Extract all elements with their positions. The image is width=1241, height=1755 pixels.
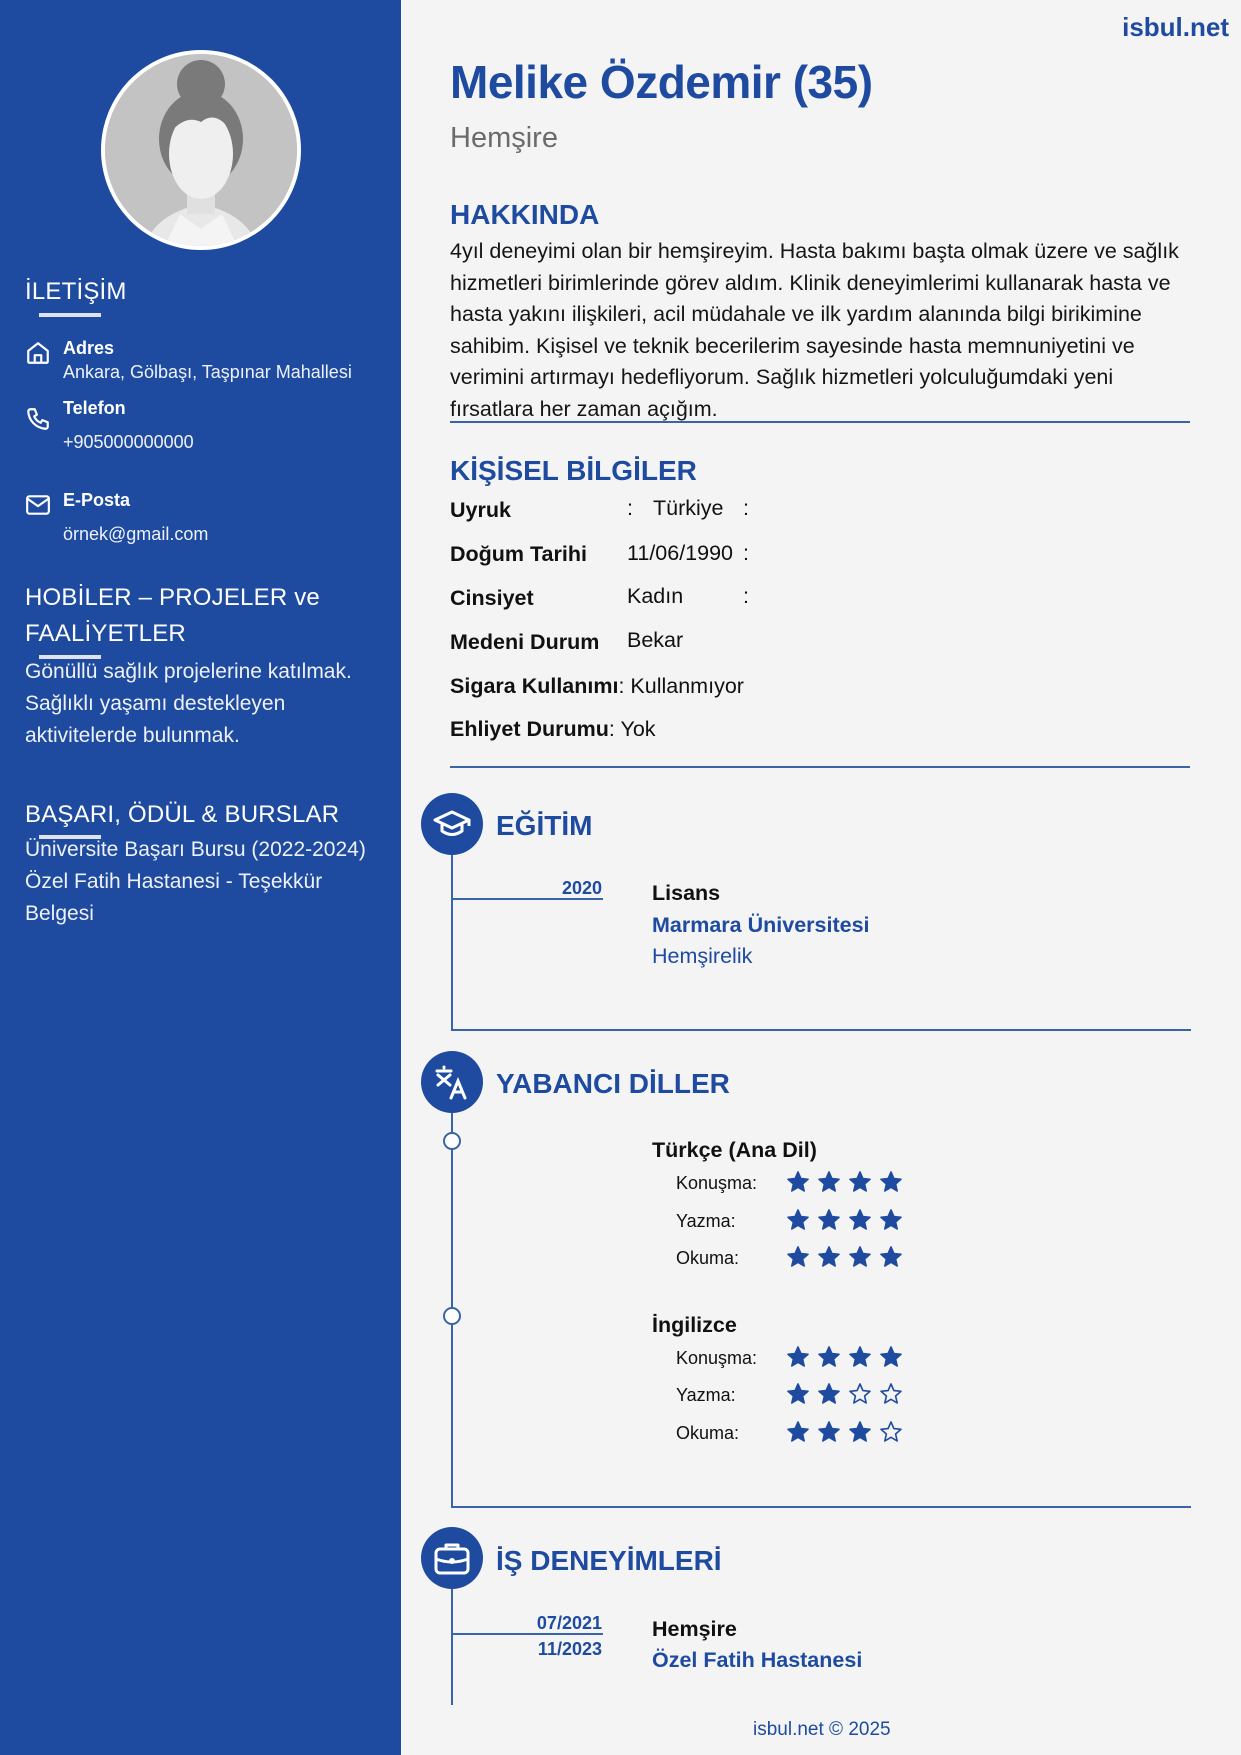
star-filled-icon: [848, 1245, 872, 1269]
star-filled-icon: [848, 1420, 872, 1444]
rating-stars: [786, 1420, 903, 1444]
education-degree: Lisans: [652, 881, 721, 905]
timeline-node: [443, 1132, 461, 1150]
skill-label: Konuşma:: [676, 1348, 758, 1368]
personal-row: Ehliyet Durumu: Yok: [450, 717, 656, 741]
footer: isbul.net © 2025: [753, 1719, 891, 1740]
mail-icon: [25, 492, 51, 518]
graduation-cap-icon: [421, 793, 483, 855]
timeline-node: [443, 1307, 461, 1325]
star-filled-icon: [879, 1245, 903, 1269]
candidate-title: Hemşire: [450, 122, 558, 154]
divider: [451, 1029, 1191, 1031]
personal-row: Cinsiyet: [450, 586, 534, 610]
hobbies-text: Gönüllü sağlık projelerine katılmak. Sağlıklı yaşamı destekleyen aktivitelerde bulunmak.: [25, 660, 352, 747]
rating-stars: [786, 1345, 903, 1369]
contact-value: örnek@gmail.com: [63, 524, 209, 544]
language-name: Türkçe (Ana Dil): [652, 1138, 817, 1162]
experience-badge: [421, 1527, 483, 1589]
home-icon: [25, 340, 51, 366]
personal-row: Doğum Tarihi: [450, 542, 587, 566]
skill-label: Okuma:: [676, 1423, 740, 1443]
timeline-line: [451, 1589, 453, 1705]
personal-value: Türkiye: [653, 496, 724, 520]
education-school: Marmara Üniversitesi: [652, 913, 870, 937]
personal-row: Uyruk: [450, 498, 511, 522]
hobbies-heading: HOBİLER – PROJELER ve FAALİYETLER: [25, 584, 320, 647]
star-empty-icon: [848, 1382, 872, 1406]
star-filled-icon: [879, 1208, 903, 1232]
star-filled-icon: [817, 1345, 841, 1369]
education-badge: [421, 793, 483, 855]
translate-icon: [421, 1051, 483, 1113]
contact-label: Telefon: [63, 398, 126, 418]
rating-stars: [786, 1208, 903, 1232]
divider: [450, 421, 1190, 423]
awards-text: Üniversite Başarı Bursu (2022-2024) Özel Fatih Hastanesi - Teşekkür Belgesi: [25, 838, 366, 925]
star-filled-icon: [786, 1382, 810, 1406]
divider: [450, 766, 1190, 768]
education-heading: EĞİTİM: [496, 810, 593, 841]
candidate-name: Melike Özdemir (35): [450, 56, 873, 108]
rating-stars: [786, 1170, 903, 1194]
star-filled-icon: [879, 1345, 903, 1369]
profile-photo: [101, 50, 301, 250]
personal-value: Kadın: [627, 584, 684, 608]
divider: [451, 1506, 1191, 1508]
experience-start: 07/2021: [536, 1613, 602, 1633]
personal-heading: KİŞİSEL BİLGİLER: [450, 455, 697, 486]
about-heading: HAKKINDA: [450, 199, 600, 230]
languages-badge: [421, 1051, 483, 1113]
contact-value: +905000000000: [63, 432, 194, 452]
star-empty-icon: [879, 1382, 903, 1406]
sidebar: [0, 0, 401, 1755]
star-filled-icon: [817, 1208, 841, 1232]
personal-value: : Kullanmıyor: [618, 674, 744, 698]
rating-stars: [786, 1382, 903, 1406]
skill-label: Yazma:: [676, 1385, 736, 1405]
personal-value: Bekar: [627, 628, 684, 652]
heading-underline: [39, 313, 101, 317]
star-filled-icon: [786, 1345, 810, 1369]
personal-value: : Yok: [608, 717, 656, 741]
timeline-line: [451, 855, 453, 1031]
experience-company: Özel Fatih Hastanesi: [652, 1648, 863, 1672]
skill-label: Konuşma:: [676, 1173, 758, 1193]
contact-label: Adres: [63, 338, 115, 358]
brand-logo[interactable]: isbul.net: [1122, 12, 1229, 42]
avatar-placeholder-icon: [105, 54, 297, 246]
star-filled-icon: [848, 1208, 872, 1232]
star-filled-icon: [817, 1420, 841, 1444]
star-filled-icon: [786, 1420, 810, 1444]
star-filled-icon: [786, 1208, 810, 1232]
star-filled-icon: [786, 1245, 810, 1269]
star-filled-icon: [786, 1170, 810, 1194]
skill-label: Yazma:: [676, 1211, 736, 1231]
experience-end: 11/2023: [537, 1639, 602, 1659]
phone-icon: [25, 406, 51, 432]
about-text: 4yıl deneyimi olan bir hemşireyim. Hasta bakımı başta olmak üzere ve sağlık hizmetleri birimlerinde görev aldım. Klinik deneyimlerimi kullanarak hasta ve hasta yakını ilişkileri, acil müdahale ve ilk yardım alanında bilgi birikimine sahibim. Kişisel ve teknik becerilerim sayesinde hasta memnuniyetini ve verimini artırmayı hedefliyorum. Sağlık hizmetleri yolculuğumdaki yeni fırsatlara her zaman açığım.: [450, 239, 1179, 421]
personal-value: 11/06/1990: [627, 541, 734, 565]
contact-heading: İLETİŞİM: [25, 278, 127, 305]
experience-position: Hemşire: [652, 1617, 737, 1641]
star-filled-icon: [848, 1345, 872, 1369]
star-filled-icon: [848, 1170, 872, 1194]
rating-stars: [786, 1245, 903, 1269]
personal-row: Medeni Durum: [450, 630, 600, 654]
date-line: [451, 898, 603, 900]
star-filled-icon: [879, 1170, 903, 1194]
awards-heading: BAŞARI, ÖDÜL & BURSLAR: [25, 801, 340, 828]
briefcase-icon: [421, 1527, 483, 1589]
personal-row: Sigara Kullanımı: Kullanmıyor: [450, 674, 744, 698]
education-field: Hemşirelik: [652, 944, 753, 968]
experience-heading: İŞ DENEYİMLERİ: [496, 1545, 722, 1576]
contact-label: E-Posta: [63, 490, 131, 510]
star-filled-icon: [817, 1170, 841, 1194]
star-empty-icon: [879, 1420, 903, 1444]
contact-value: Ankara, Gölbaşı, Taşpınar Mahallesi: [63, 362, 352, 382]
date-line: [451, 1633, 603, 1635]
main-content: isbul.net Melike Özdemir (35) Hemşire HAKKINDA 4yıl deneyimi olan bir hemşireyim. Hasta bakımı başta olmak üzere ve sağlık hizmetleri birimlerinde görev aldım. Klinik deneyimlerimi kullanarak hasta ve hasta yakını ilişkileri, acil müdahale ve ilk yardım alanında bilgi birikimine sahibim. Kişisel ve teknik becerilerim sayesinde hasta memnuniyetini ve verimini artırmayı hedefliyorum. Sağlık hizmetleri yolculuğumdaki yeni fırsatlara her zaman açığım. KİŞİSEL BİLGİLER Uyruk : Türkiye : Doğum Tarihi 11/06/1990 : Cinsiyet Kadın : Medeni Durum Bekar Sigara Kullanımı: Kullanmıyor Ehliyet Durumu: Yok EĞİTİM 2020 Lisans Marmara Üniversitesi Hemşirelik YABANCI DİLLER Türkçe (Ana Dil) Konuşma: Yazma: Okuma: İngilizce Konuşma: Yazma: Okuma: İŞ DENEYİMLERİ 07/2021 11/2023 Hemşire Özel Fatih Hastanesi isbul.net © 2025: [401, 0, 1241, 1755]
star-filled-icon: [817, 1382, 841, 1406]
skill-label: Okuma:: [676, 1248, 740, 1268]
language-name: İngilizce: [652, 1313, 737, 1337]
languages-heading: YABANCI DİLLER: [496, 1068, 730, 1099]
education-year: 2020: [561, 878, 602, 898]
star-filled-icon: [817, 1245, 841, 1269]
